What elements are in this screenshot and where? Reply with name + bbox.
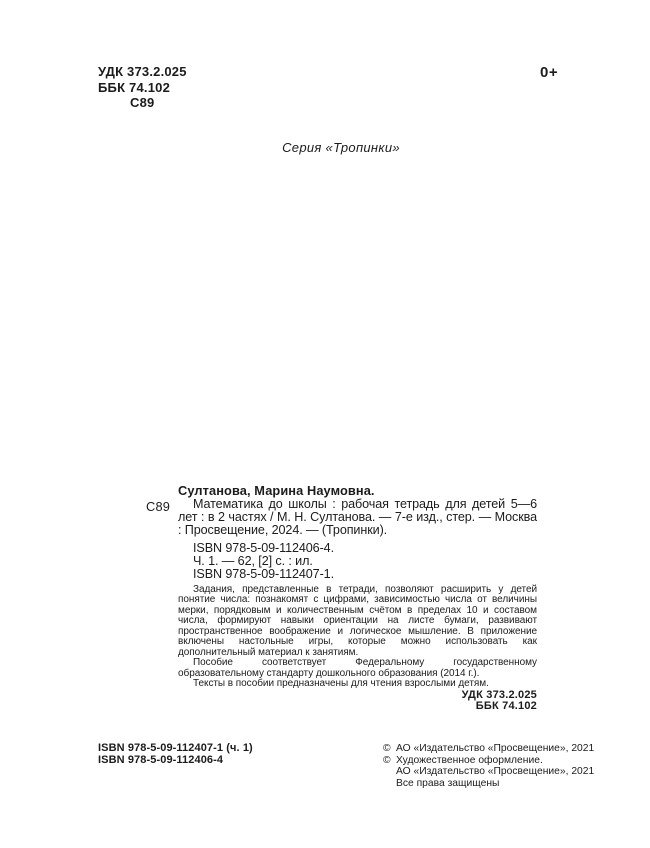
- bbk-code: ББК 74.102: [98, 79, 170, 95]
- catalog-edition-block: [193, 542, 537, 581]
- catalog-udk-code: УДК 373.2.025: [461, 688, 537, 701]
- copyright-line: [383, 766, 594, 778]
- footer-copyright-block: [383, 743, 594, 789]
- copyright-text: Все права защищены: [396, 777, 500, 789]
- author-sign-code: С89: [130, 95, 155, 110]
- series-line-wrap: [145, 139, 537, 157]
- copyright-line: [383, 778, 594, 790]
- footer-isbn-total: ISBN 978-5-09-112406-4: [98, 754, 224, 766]
- copyright-symbol: [383, 778, 396, 790]
- copyright-line: [383, 755, 594, 767]
- footer-isbn-part: ISBN 978-5-09-112407-1 (ч. 1): [98, 742, 253, 754]
- isbn-total-line: ISBN 978-5-09-112406-4.: [193, 540, 334, 555]
- catalog-codes-block: [146, 690, 537, 713]
- catalog-author-sign: С89: [146, 499, 171, 514]
- copyright-text: АО «Издательство «Просвещение», 2021: [396, 743, 595, 754]
- annotation-paragraph-2: Пособие соответствует Федеральному государственному образовательному стандарту дошкольного образования (2014 г.).: [178, 657, 537, 679]
- part-info-line: Ч. 1. — 62, [2] с. : ил.: [193, 553, 313, 568]
- annotation-paragraph-3: Тексты в пособии предназначены для чтения взрослыми детям.: [193, 678, 489, 690]
- isbn-part-line: ISBN 978-5-09-112407-1.: [193, 566, 334, 581]
- catalog-bbk-code: ББК 74.102: [475, 700, 537, 713]
- catalog-author-heading: Султанова, Марина Наумовна.: [178, 483, 375, 498]
- copyright-symbol: ©: [383, 754, 391, 766]
- footer-isbn-block: [98, 742, 253, 766]
- catalog-description: Математика до школы : рабочая тетрадь для детей 5—6 лет : в 2 частях / М. Н. Султанова. — 7-е изд., стер. — Москва : Просвещение, 2024. — (Тропинки).: [178, 497, 537, 538]
- age-rating-badge: 0+: [540, 64, 559, 81]
- copyright-line: [383, 743, 594, 755]
- catalog-card: [146, 484, 537, 712]
- annotation-block: [178, 585, 537, 690]
- top-imprint-block: [98, 64, 187, 111]
- series-title: Серия «Тропинки»: [282, 140, 400, 155]
- annotation-paragraph-1: Задания, представленные в тетради, позволяют расширить у детей понятие числа: познакомят с цифрами, зависимостью числа от величины мерки, порядковым и количественным счётом в пределах 10 и составом числа, формируют навыки ориентации на листе бумаги, развивают пространственное воображение и логическое мышление. В приложение включены настольные игры, которые можно использовать как дополнительный материал к занятиям.: [178, 583, 537, 658]
- copyright-symbol: [383, 766, 396, 778]
- copyright-symbol: ©: [383, 743, 391, 754]
- udk-code: УДК 373.2.025: [98, 64, 187, 79]
- copyright-text: Художественное оформление.: [396, 754, 543, 766]
- copyright-text: АО «Издательство «Просвещение», 2021: [396, 766, 595, 778]
